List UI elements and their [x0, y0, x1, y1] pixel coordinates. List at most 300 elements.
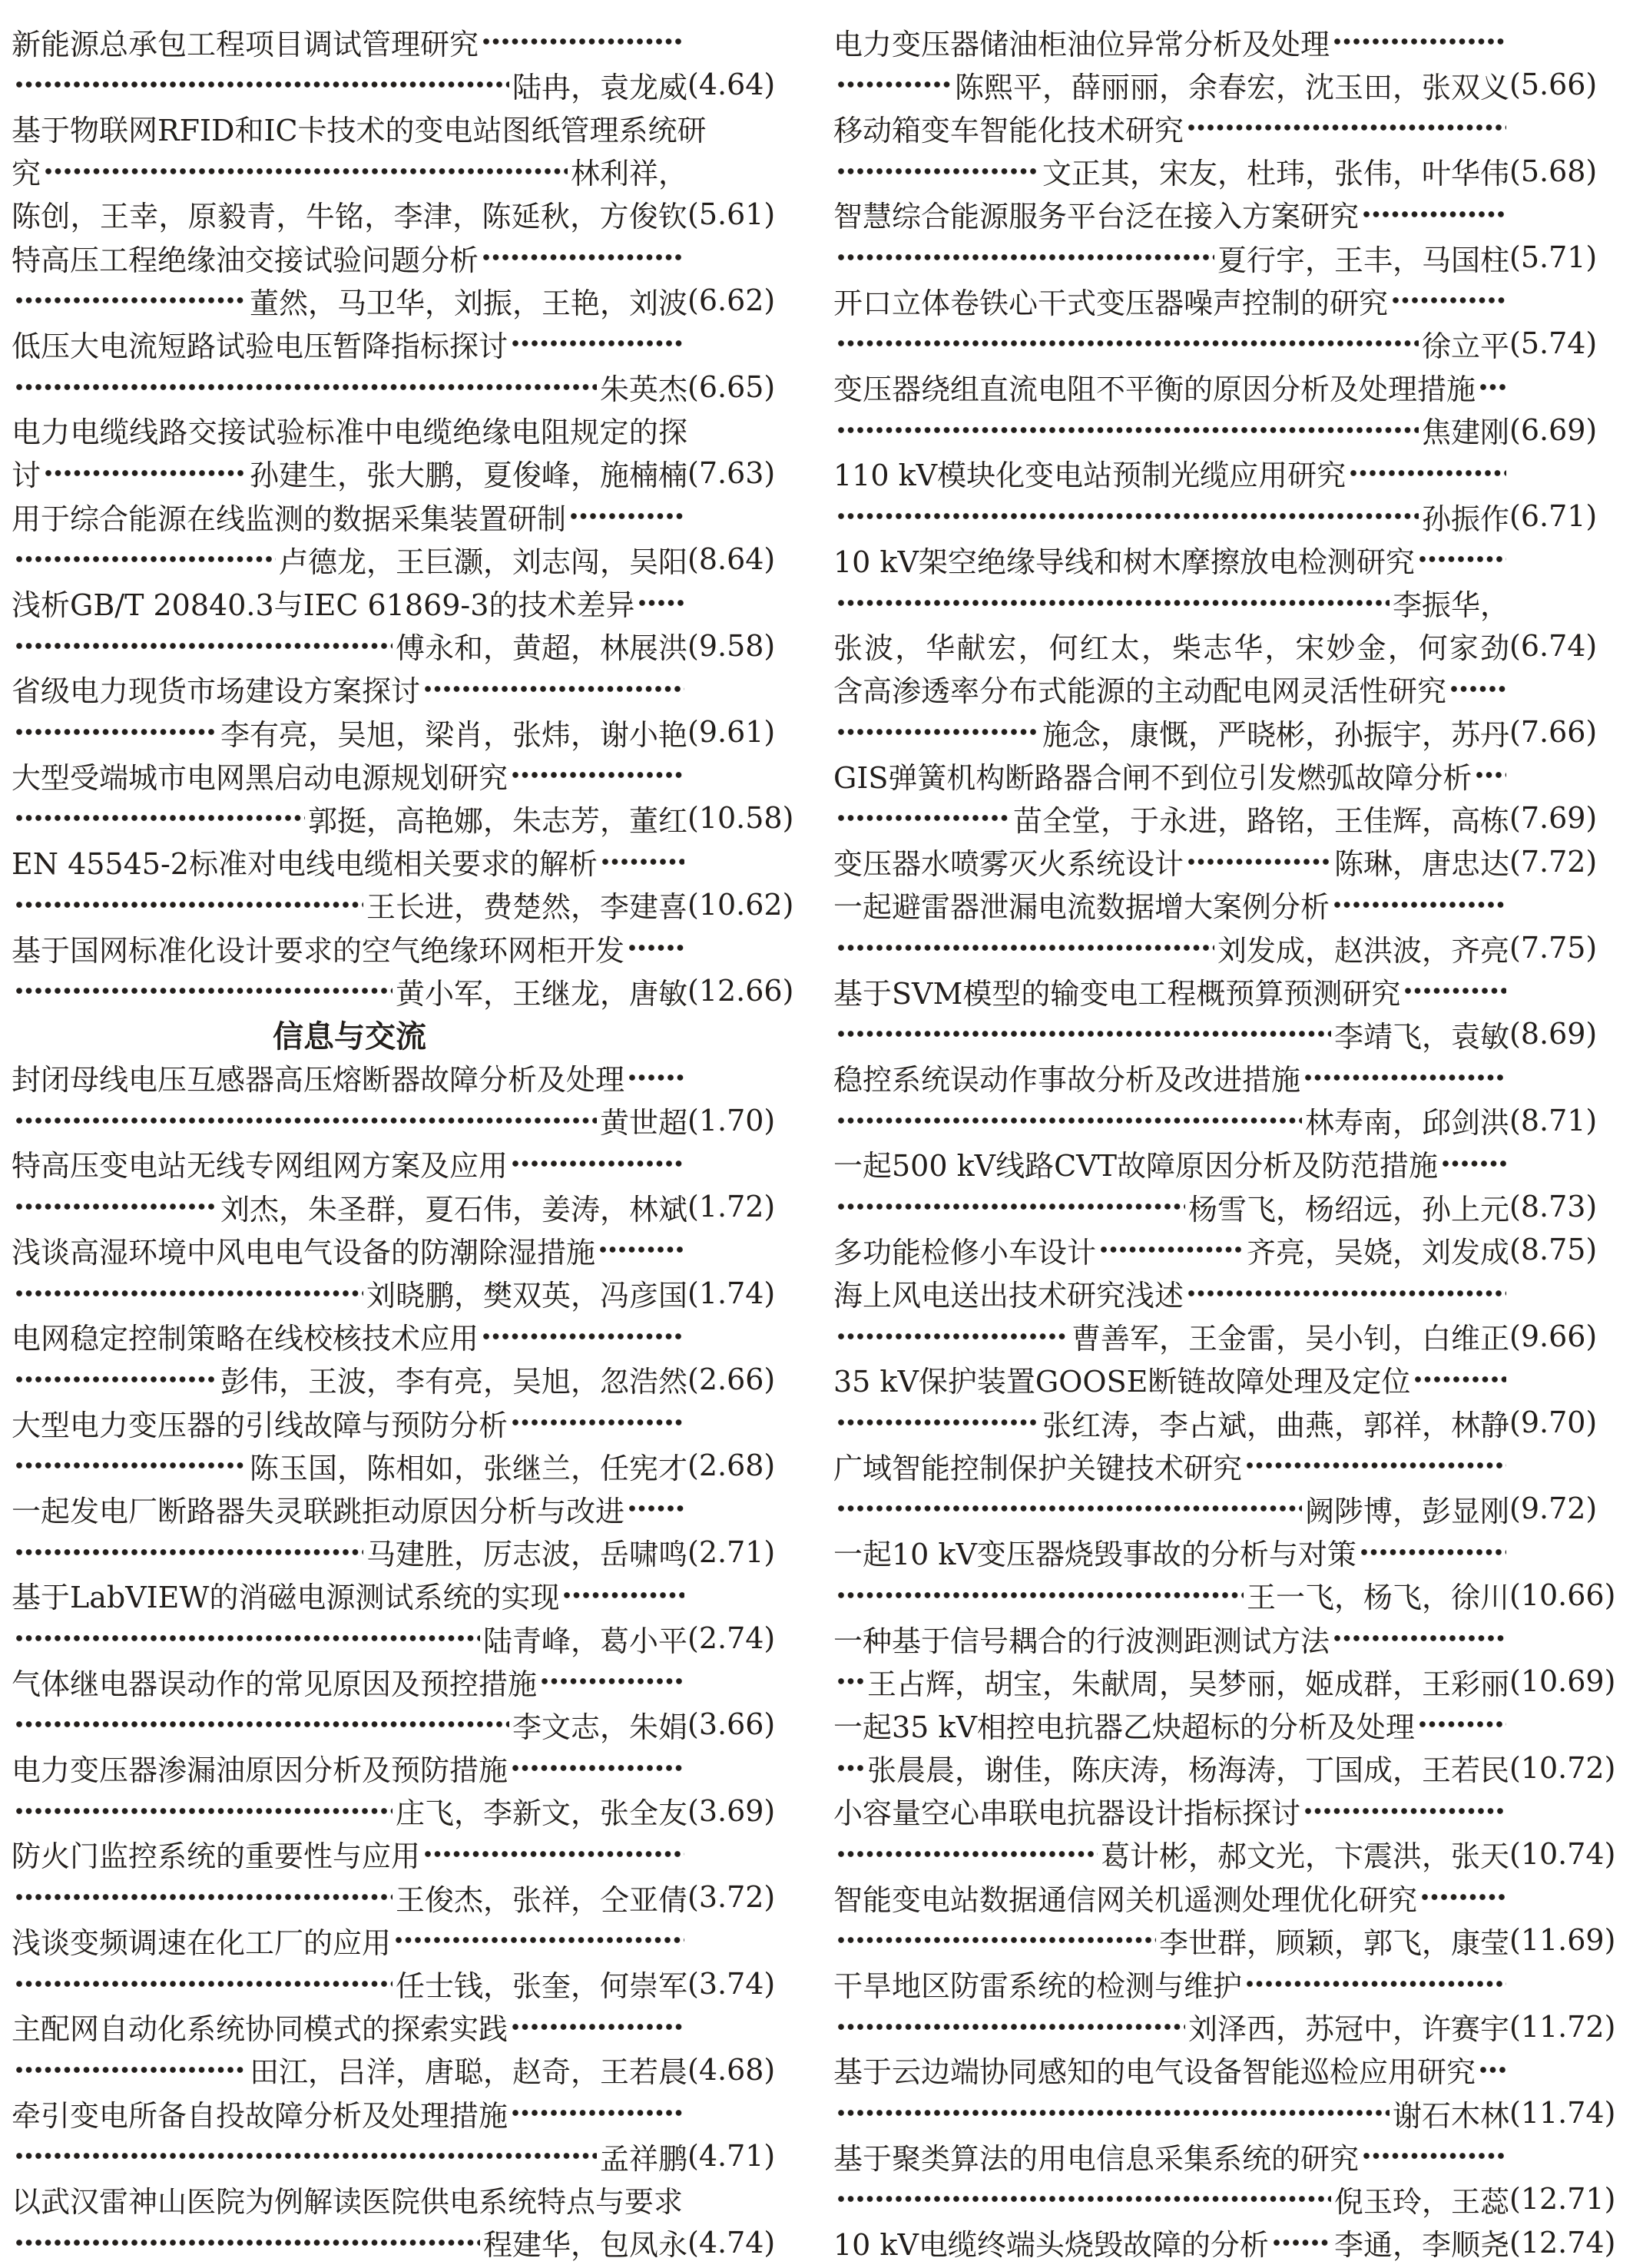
- entry-title: 究: [12, 157, 41, 191]
- entry-content: [12, 495, 687, 538]
- toc-line: [12, 1617, 786, 1660]
- entry-content: [833, 1272, 1509, 1314]
- dot-leader: [1479, 2065, 1506, 2074]
- toc-line: [833, 1444, 1608, 1487]
- entry-title: 基于SVM模型的输变电工程概预算预测研究: [833, 976, 1401, 1011]
- entry-content: [833, 150, 1509, 192]
- entry-title: 以武汉雷神山医院为例解读医院供电系统特点与要求: [12, 2184, 684, 2219]
- dot-leader: [1187, 123, 1506, 132]
- dot-leader: [44, 468, 247, 478]
- entry-page: (5.68): [1509, 154, 1598, 188]
- toc-line: [833, 753, 1608, 796]
- entry-content: [12, 581, 687, 624]
- toc-line: [833, 538, 1608, 581]
- entry-page: (7.66): [1509, 715, 1598, 750]
- dot-leader: [836, 2194, 1331, 2203]
- entry-authors: 黄小军，王继龙，唐敏: [395, 976, 687, 1011]
- toc-line: [12, 452, 786, 495]
- toc-line: [12, 1271, 786, 1314]
- toc-line: [12, 840, 786, 883]
- entry-content: [833, 1876, 1509, 1919]
- toc-line: [12, 1962, 786, 2005]
- entry-content: [12, 280, 687, 322]
- toc-line: [12, 2005, 786, 2048]
- dot-leader: [511, 1763, 684, 1773]
- entry-content: [12, 1142, 687, 1184]
- toc-entry: [12, 1574, 786, 1660]
- entry-content: [12, 452, 687, 494]
- toc-entry: [833, 106, 1608, 192]
- toc-line: [833, 20, 1608, 63]
- entry-title: 广域智能控制保护关键技术研究: [833, 1451, 1243, 1485]
- toc-line: [833, 1487, 1608, 1530]
- entry-authors: 刘晓鹏，樊双英，冯彦国: [366, 1279, 687, 1313]
- entry-content: [12, 711, 687, 753]
- entry-content: [833, 495, 1509, 538]
- entry-title: 防火门监控系统的重要性与应用: [12, 1839, 421, 1874]
- toc-entry: [12, 1228, 786, 1314]
- toc-line: [12, 2177, 786, 2220]
- entry-content: [12, 237, 687, 279]
- toc-entry: [833, 1703, 1616, 1789]
- entry-content: [12, 64, 687, 106]
- entry-page: (8.71): [1509, 1103, 1598, 1137]
- toc-entry: [12, 1833, 786, 1919]
- toc-line: [12, 1056, 786, 1099]
- toc-entry: [12, 409, 786, 495]
- toc-line: [12, 236, 786, 279]
- toc-entry: [833, 2221, 1616, 2264]
- entry-content: [833, 1402, 1509, 1444]
- toc-line: [833, 1574, 1616, 1617]
- entry-content: [12, 2221, 687, 2263]
- dot-leader: [1099, 1245, 1244, 1254]
- toc-line: [833, 2177, 1616, 2220]
- dot-leader: [511, 339, 684, 348]
- toc-entry: [833, 452, 1608, 538]
- entry-page: (5.66): [1509, 68, 1598, 102]
- entry-title: 电网稳定控制策略在线校核技术应用: [12, 1322, 479, 1356]
- dot-leader: [15, 1892, 393, 1902]
- dot-leader: [836, 425, 1419, 435]
- toc-line: [833, 1833, 1616, 1876]
- entry-authors: 李振华，: [1392, 588, 1509, 623]
- entry-page: (3.66): [687, 1707, 776, 1742]
- dot-leader: [836, 1935, 1156, 1945]
- dot-leader: [511, 1159, 684, 1168]
- entry-content: [833, 452, 1509, 494]
- dot-leader: [1187, 1289, 1506, 1298]
- entry-content: [833, 1142, 1509, 1184]
- toc-entry: [833, 969, 1608, 1055]
- toc-entry: [12, 1056, 786, 1142]
- entry-authors: 焦建刚: [1421, 416, 1509, 450]
- entry-content: [833, 1574, 1509, 1616]
- entry-title: 一起发电厂断路器失灵联跳拒动原因分析与改进: [12, 1494, 625, 1528]
- entry-title: 一起35 kV相控电抗器乙炔超标的分析及处理: [833, 1710, 1415, 1744]
- entry-content: [833, 1833, 1509, 1875]
- entry-title: 基于云边端协同感知的电气设备智能巡检应用研究: [833, 2055, 1476, 2090]
- dot-leader: [562, 1591, 684, 1600]
- dot-leader: [836, 1332, 1068, 1341]
- dot-leader: [601, 857, 684, 866]
- dot-leader: [511, 2022, 684, 2031]
- entry-authors: 王长进，费楚然，李建喜: [366, 890, 687, 925]
- entry-authors: 王一飞，杨飞，徐川: [1246, 1581, 1509, 1615]
- toc-line: [833, 1660, 1616, 1703]
- entry-content: [833, 2092, 1509, 2134]
- toc-line: [12, 1574, 786, 1617]
- entry-authors: 卢德龙，王巨灏，刘志闯，吴阳: [278, 545, 687, 579]
- entry-authors: 李世群，顾颖，郭飞，康莹: [1158, 1925, 1509, 1960]
- toc-line: [833, 883, 1608, 926]
- toc-line: [833, 236, 1608, 279]
- entry-page: (3.69): [687, 1793, 776, 1828]
- entry-authors: 张波，华献宏，何红太，柴志华，宋妙金，何家劲: [833, 631, 1509, 666]
- entry-content: [833, 1919, 1509, 1962]
- entry-authors: 张红涛，李占斌，曲燕，郭祥，林静: [1042, 1408, 1509, 1442]
- toc-line: [12, 1919, 786, 1962]
- dot-leader: [511, 2108, 684, 2117]
- entry-content: [12, 409, 687, 451]
- entry-content: [833, 64, 1509, 106]
- toc-entry: [12, 2005, 786, 2091]
- entry-authors: 李有亮，吴旭，梁肖，张炜，谢小艳: [220, 717, 687, 752]
- entry-content: [833, 366, 1509, 408]
- toc-line: [833, 1531, 1608, 1574]
- entry-content: [833, 2005, 1509, 2048]
- entry-page: (10.62): [687, 887, 794, 922]
- entry-title: 用于综合能源在线监测的数据采集装置研制: [12, 502, 567, 536]
- entry-authors: 刘泽西，苏冠中，许赛宇: [1187, 2012, 1509, 2047]
- dot-leader: [1475, 770, 1506, 780]
- dot-leader: [511, 770, 684, 780]
- entry-content: [833, 1488, 1509, 1530]
- entry-page: (10.58): [687, 801, 794, 836]
- entry-page: (6.74): [1509, 628, 1598, 663]
- entry-title: 移动箱变车智能化技术研究: [833, 113, 1184, 147]
- entry-content: [833, 1660, 1509, 1703]
- dot-leader: [511, 1418, 684, 1427]
- entry-content: [12, 538, 687, 581]
- entry-content: [833, 2135, 1509, 2177]
- dot-leader: [1420, 1892, 1506, 1902]
- dot-leader: [1245, 1979, 1506, 1988]
- entry-page: (2.74): [687, 1621, 776, 1656]
- dot-leader: [1403, 986, 1506, 995]
- entry-authors: 苗全堂，于永进，路铭，王佳辉，高栋: [1012, 803, 1509, 838]
- toc-entry: [833, 1790, 1616, 1876]
- entry-authors: 陆青峰，葛小平: [482, 1624, 687, 1658]
- toc-entry: [12, 840, 794, 926]
- toc-line: [833, 2091, 1616, 2134]
- entry-title: 气体继电器误动作的常见原因及预控措施: [12, 1667, 538, 1701]
- dot-leader: [15, 555, 276, 564]
- toc-line: [12, 409, 786, 452]
- entry-page: (10.74): [1509, 1836, 1616, 1871]
- entry-content: [833, 970, 1509, 1012]
- toc-line: [833, 1703, 1608, 1746]
- toc-line: [12, 1185, 786, 1228]
- entry-content: [833, 1617, 1509, 1660]
- toc-line: [833, 667, 1608, 710]
- dot-leader: [836, 943, 1214, 952]
- entry-page: (5.71): [1509, 240, 1598, 275]
- entry-content: [833, 1790, 1509, 1832]
- dot-leader: [836, 167, 1039, 176]
- entry-authors: 李文志，朱娟: [512, 1710, 687, 1744]
- entry-title: 变压器水喷雾灭火系统设计: [833, 847, 1184, 882]
- dot-leader: [15, 1548, 363, 1557]
- toc-line: [833, 1358, 1608, 1401]
- dot-leader: [1333, 1634, 1506, 1643]
- toc-entry: [833, 1962, 1616, 2048]
- entry-authors: 张晨晨，谢佳，陈庆涛，杨海涛，丁国成，王若民: [866, 1753, 1509, 1788]
- toc-entry: [833, 538, 1608, 667]
- toc-line: [12, 1315, 786, 1358]
- entry-content: [833, 1703, 1509, 1746]
- entry-content: [833, 1531, 1509, 1573]
- toc-entry: [833, 2048, 1616, 2134]
- entry-content: [833, 21, 1509, 63]
- entry-content: [833, 409, 1509, 451]
- entry-page: (5.74): [1509, 326, 1598, 361]
- entry-authors: 任士钱，张奎，何崇军: [395, 1969, 687, 2004]
- entry-content: [833, 581, 1509, 624]
- entry-page: (3.72): [687, 1880, 776, 1915]
- toc-entry: [833, 667, 1608, 753]
- toc-line: [12, 1703, 786, 1746]
- entry-content: [12, 1703, 687, 1746]
- entry-content: [833, 538, 1509, 581]
- entry-authors: 刘杰，朱圣群，夏石伟，姜涛，林斌: [220, 1192, 687, 1227]
- entry-title: 基于国网标准化设计要求的空气绝缘环网柜开发: [12, 933, 625, 968]
- entry-page: (9.61): [687, 715, 776, 750]
- entry-title: 浅谈变频调速在化工厂的应用: [12, 1925, 392, 1960]
- entry-page: (6.65): [687, 369, 776, 404]
- section-header: 信息与交流: [273, 1018, 426, 1055]
- toc-entry: [12, 667, 786, 753]
- dot-leader: [836, 339, 1419, 348]
- dot-leader: [1349, 468, 1506, 478]
- dot-leader: [1303, 1073, 1506, 1082]
- toc-entry: [833, 20, 1608, 106]
- dot-leader: [628, 943, 684, 952]
- toc-line: [833, 840, 1608, 883]
- entry-content: [12, 1099, 687, 1141]
- toc-line: [12, 1487, 786, 1530]
- dot-leader: [540, 1677, 684, 1686]
- entry-title: 开口立体卷铁心干式变压器噪声控制的研究: [833, 286, 1389, 320]
- toc-entry: [833, 1531, 1616, 1617]
- entry-page: (1.72): [687, 1190, 776, 1224]
- dot-leader: [836, 1029, 1331, 1038]
- dot-leader: [1449, 684, 1506, 694]
- entry-content: [12, 2048, 687, 2091]
- entry-content: [833, 840, 1509, 882]
- dot-leader: [15, 80, 509, 89]
- entry-title: 干旱地区防雷系统的检测与维护: [833, 1969, 1243, 2004]
- entry-authors: 傅永和，黄超，林展洪: [395, 631, 687, 666]
- entry-content: [833, 2048, 1509, 2091]
- toc-entry: [833, 366, 1608, 452]
- toc-entry: [833, 1056, 1608, 1142]
- toc-entry: [12, 236, 786, 322]
- entry-authors: 李靖飞，袁敏: [1333, 1019, 1509, 1054]
- dot-leader: [628, 1073, 684, 1082]
- entry-page: (4.64): [687, 68, 776, 102]
- dot-leader: [628, 1504, 684, 1513]
- toc-entry: [833, 1271, 1608, 1357]
- dot-leader: [482, 1332, 684, 1341]
- entry-title: 一种基于信号耦合的行波测距测试方法: [833, 1624, 1330, 1658]
- entry-authors: 陆冉，袁龙威: [512, 70, 687, 104]
- dot-leader: [423, 1849, 684, 1859]
- dot-leader: [836, 598, 1390, 608]
- dot-leader: [836, 512, 1419, 521]
- entry-content: [12, 624, 687, 667]
- dot-leader: [1418, 555, 1506, 564]
- toc-line: [833, 1012, 1608, 1055]
- toc-entry: [12, 1315, 786, 1401]
- entry-content: [833, 711, 1509, 753]
- toc-entry: [833, 193, 1608, 279]
- dot-leader: [836, 1418, 1039, 1427]
- entry-page: (2.68): [687, 1449, 776, 1483]
- toc-entry: [12, 753, 794, 839]
- toc-line: [12, 1444, 786, 1487]
- entry-content: [12, 754, 687, 796]
- entry-content: [12, 1186, 687, 1228]
- entry-authors: 倪玉玲，王蕊: [1333, 2184, 1509, 2219]
- entry-authors: 孙建生，张大鹏，夏俊峰，施楠楠: [249, 459, 687, 493]
- toc-line: [833, 1228, 1608, 1271]
- toc-line: [12, 1833, 786, 1876]
- dot-leader: [15, 1202, 217, 1211]
- dot-leader: [15, 2151, 597, 2160]
- entry-page: (10.72): [1509, 1750, 1616, 1785]
- entry-content: [12, 107, 707, 149]
- entry-authors: 董然，马卫华，刘振，王艳，刘波: [249, 286, 687, 320]
- entry-content: [12, 150, 687, 192]
- toc-line: [833, 63, 1608, 106]
- entry-content: [12, 2178, 687, 2220]
- toc-entry: [833, 1228, 1608, 1271]
- dot-leader: [1362, 2151, 1506, 2160]
- toc-line: [12, 2048, 786, 2091]
- entry-content: [833, 883, 1509, 925]
- entry-authors: 夏行宇，王丰，马国柱: [1217, 243, 1509, 277]
- entry-authors: 程建华，包凤永: [482, 2228, 687, 2263]
- entry-title: 10 kV架空绝缘导线和树木摩擦放电检测研究: [833, 545, 1415, 579]
- entry-content: [833, 1229, 1509, 1271]
- toc-line: [12, 2134, 786, 2177]
- toc-line: [12, 150, 786, 193]
- toc-entry: [833, 279, 1608, 365]
- dot-leader: [1333, 900, 1506, 909]
- toc-line: [833, 926, 1608, 969]
- toc-entry: [12, 581, 786, 667]
- dot-leader: [15, 813, 305, 823]
- dot-leader: [1360, 1548, 1506, 1557]
- entry-content: [12, 1315, 687, 1357]
- entry-authors: 陈玉国，陈相如，张继兰，任宪才: [249, 1451, 687, 1485]
- entry-content: [833, 624, 1509, 667]
- entry-content: [833, 2178, 1509, 2220]
- entry-content: [12, 1358, 687, 1400]
- entry-title: 基于物联网RFID和IC卡技术的变电站图纸管理系统研: [12, 113, 707, 147]
- entry-content: [12, 323, 687, 365]
- toc-line: [12, 63, 786, 106]
- dot-leader: [15, 641, 393, 651]
- toc-line: [833, 1142, 1608, 1185]
- entry-content: [12, 1790, 687, 1832]
- entry-page: (2.71): [687, 1535, 776, 1569]
- entry-authors: 彭伟，王波，李有亮，吴旭，忽浩然: [220, 1365, 687, 1399]
- entry-page: (10.69): [1509, 1664, 1616, 1699]
- toc-entry: [833, 1617, 1616, 1703]
- entry-page: (11.69): [1509, 1923, 1616, 1958]
- dot-leader: [15, 382, 597, 392]
- entry-content: [12, 970, 687, 1012]
- entry-title: 35 kV保护装置GOOSE断链故障处理及定位: [833, 1365, 1411, 1399]
- dot-leader: [569, 512, 684, 521]
- entry-authors: 庄飞，李新文，张全友: [395, 1796, 687, 1831]
- entry-authors: 杨雪飞，杨绍远，孙上元: [1187, 1192, 1509, 1227]
- toc-line: [833, 1876, 1608, 1919]
- entry-content: [12, 667, 687, 710]
- dot-leader: [482, 37, 684, 46]
- entry-page: (3.74): [687, 1966, 776, 2001]
- entry-page: (8.73): [1509, 1190, 1598, 1224]
- toc-entry: [12, 106, 786, 236]
- entry-authors: 陈琳，唐忠达: [1333, 847, 1509, 882]
- dot-leader: [836, 727, 1039, 737]
- entry-authors: 林寿南，邱剑洪: [1304, 1106, 1509, 1141]
- dot-leader: [638, 598, 684, 608]
- dot-leader: [394, 1935, 684, 1945]
- toc-line: [833, 1617, 1608, 1660]
- entry-page: (7.63): [687, 455, 776, 490]
- entry-title: 浅谈高湿环境中风电电气设备的防潮除湿措施: [12, 1235, 596, 1270]
- entry-content: [12, 366, 687, 408]
- entry-title: GIS弹簧机构断路器合闸不到位引发燃弧故障分析: [833, 760, 1472, 795]
- toc-line: [833, 193, 1608, 236]
- entry-authors: 王占辉，胡宝，朱献周，吴梦丽，姬成群，王彩丽: [866, 1667, 1509, 1701]
- entry-content: [12, 840, 687, 882]
- entry-title: 低压大电流短路试验电压暂降指标探讨: [12, 329, 508, 363]
- entry-authors: 林利祥，: [570, 157, 687, 191]
- toc-line: [12, 279, 786, 322]
- toc-entry: [12, 2177, 786, 2263]
- dot-leader: [836, 1677, 864, 1686]
- entry-page: (6.62): [687, 283, 776, 318]
- toc-line: [12, 624, 786, 667]
- entry-content: [833, 927, 1509, 969]
- dot-leader: [15, 1375, 217, 1384]
- dot-leader: [1441, 1159, 1506, 1168]
- entry-authors: 王俊杰，张祥，仝亚倩: [395, 1882, 687, 1917]
- toc-line: [12, 1790, 786, 1833]
- dot-leader: [15, 1806, 393, 1816]
- dot-leader: [15, 2065, 247, 2074]
- toc-line: [12, 2221, 786, 2264]
- dot-leader: [482, 253, 684, 262]
- toc-line: [12, 1401, 786, 1444]
- entry-page: (4.74): [687, 2225, 776, 2260]
- entry-content: [12, 883, 687, 925]
- entry-title: 特高压变电站无线专网组网方案及应用: [12, 1149, 508, 1184]
